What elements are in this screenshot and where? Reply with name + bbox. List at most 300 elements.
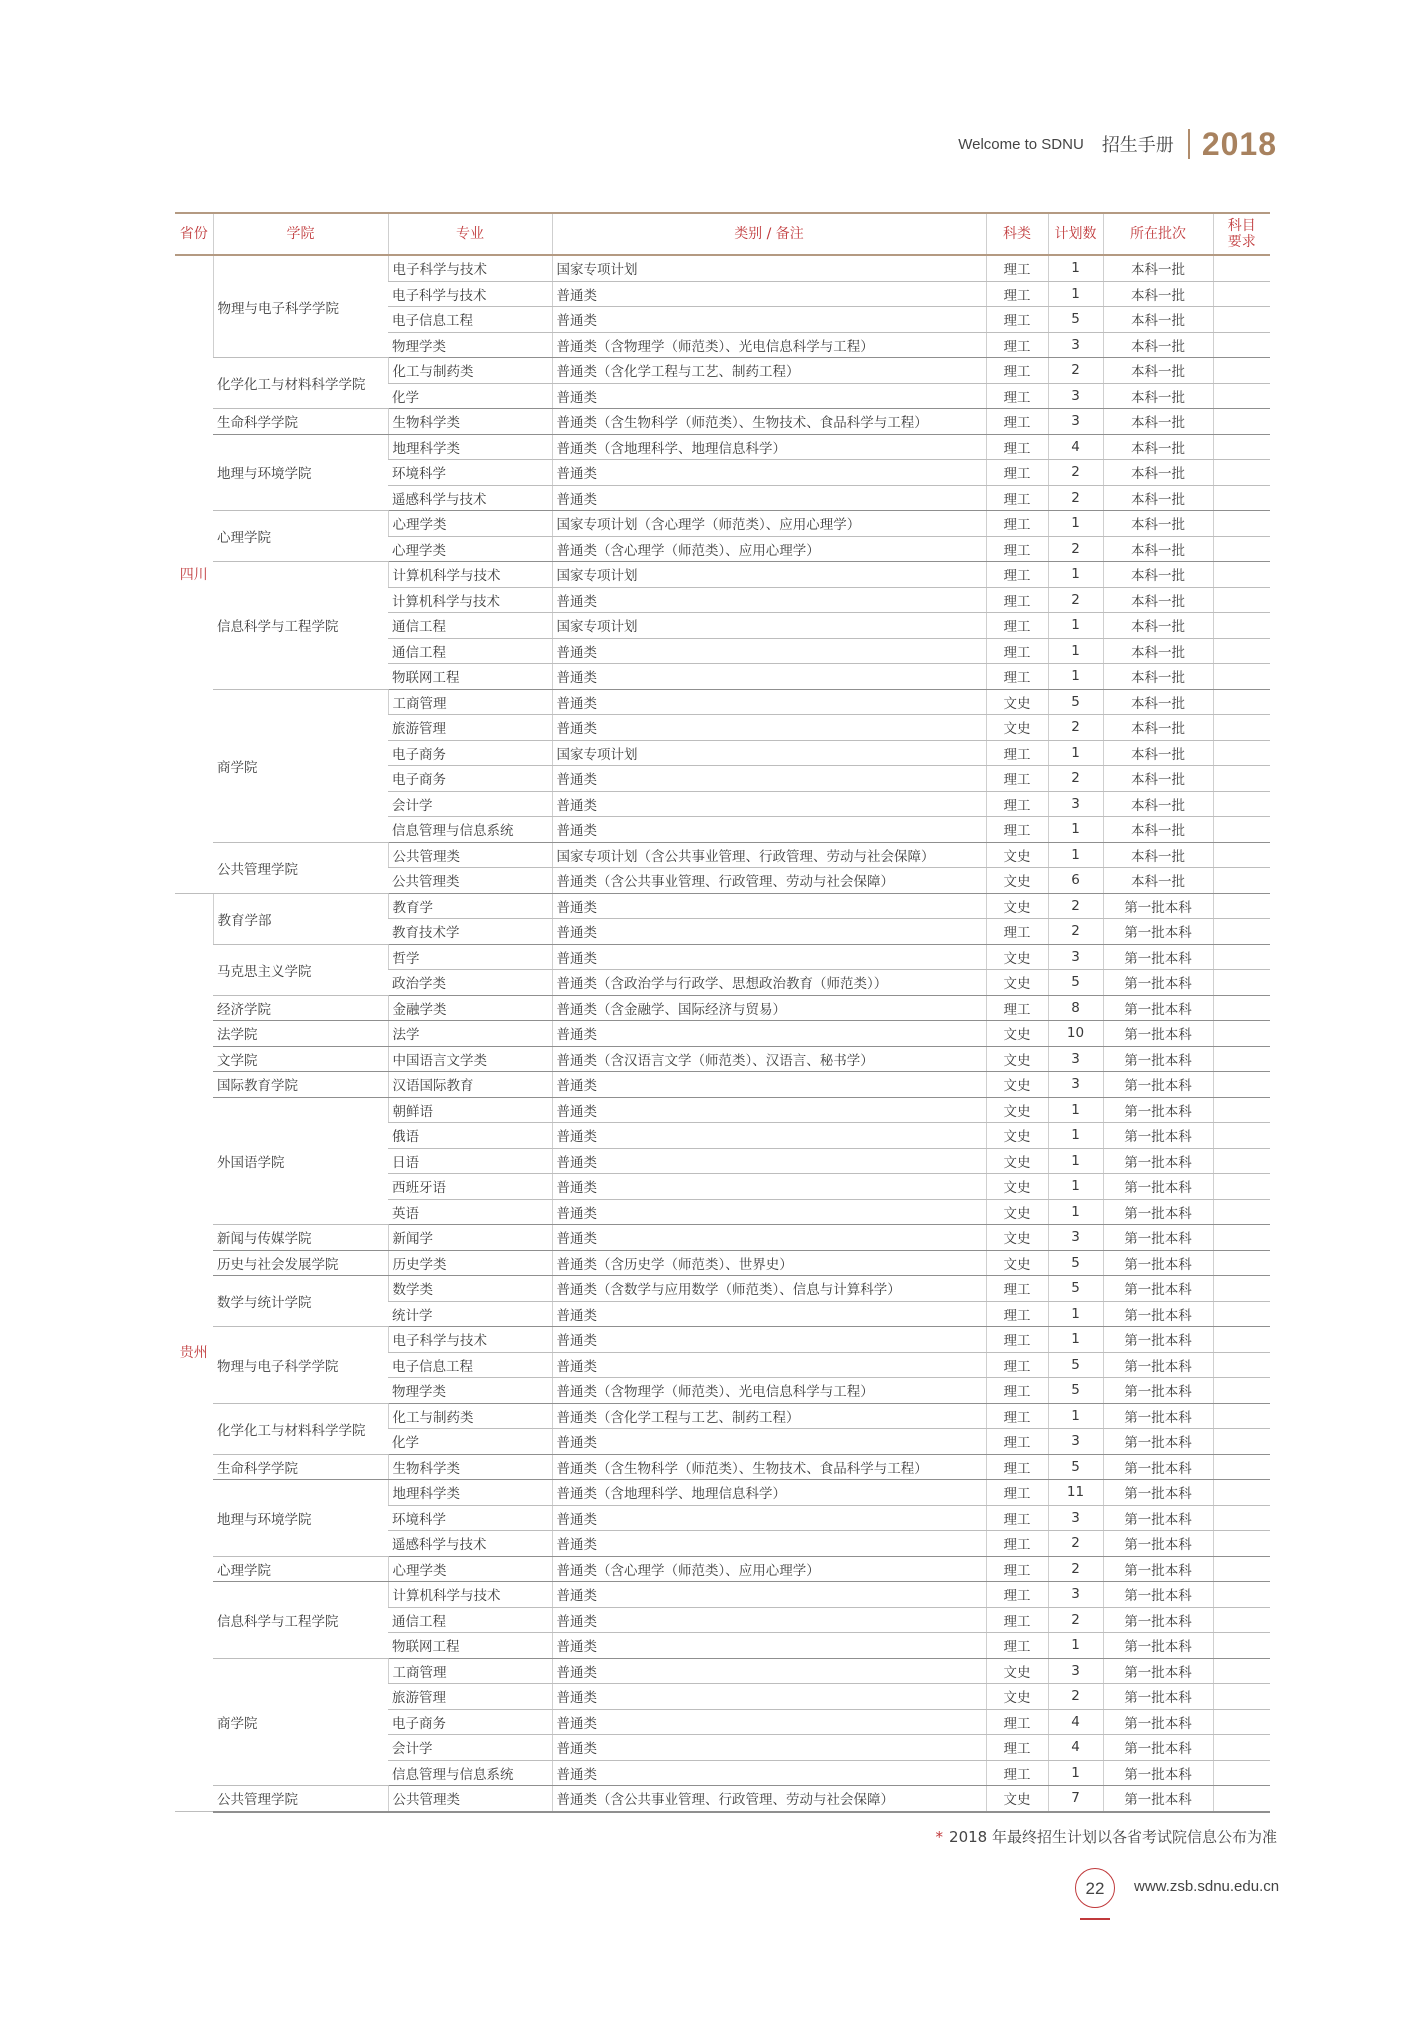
table-row	[175, 893, 1270, 919]
col-header-subject-req-text: 科目 要求	[1227, 218, 1256, 250]
subject-type-cell: 文史	[986, 1658, 1048, 1684]
col-header-province: 省份	[175, 213, 213, 255]
col-header-batch: 所在批次	[1103, 213, 1213, 255]
major-cell: 公共管理类	[388, 1786, 552, 1812]
plan-count-cell: 5	[1048, 970, 1103, 996]
plan-count-cell: 11	[1048, 1480, 1103, 1506]
table-row	[175, 255, 1270, 281]
admission-plan-table	[175, 212, 1270, 1813]
subject-type-cell: 文史	[986, 970, 1048, 996]
college-cell: 商学院	[213, 1658, 388, 1786]
major-cell: 工商管理	[388, 689, 552, 715]
major-cell: 教育学	[388, 893, 552, 919]
batch-cell: 第一批本科	[1103, 1352, 1213, 1378]
subject-req-cell	[1213, 715, 1270, 741]
subject-req-cell	[1213, 817, 1270, 843]
batch-cell: 本科一批	[1103, 536, 1213, 562]
college-cell: 历史与社会发展学院	[213, 1250, 388, 1276]
major-cell: 公共管理类	[388, 842, 552, 868]
major-cell: 心理学类	[388, 536, 552, 562]
batch-cell: 第一批本科	[1103, 1454, 1213, 1480]
province-cell: 贵州	[175, 893, 213, 1812]
category-cell: 普通类	[552, 1709, 986, 1735]
college-cell: 生命科学学院	[213, 409, 388, 435]
batch-cell: 第一批本科	[1103, 1123, 1213, 1149]
plan-count-cell: 3	[1048, 1225, 1103, 1251]
plan-count-cell: 1	[1048, 1633, 1103, 1659]
major-cell: 计算机科学与技术	[388, 587, 552, 613]
subject-req-cell	[1213, 1199, 1270, 1225]
plan-count-cell: 3	[1048, 1046, 1103, 1072]
major-cell: 汉语国际教育	[388, 1072, 552, 1098]
subject-type-cell: 理工	[986, 587, 1048, 613]
major-cell: 电子科学与技术	[388, 281, 552, 307]
table-row	[175, 1327, 1270, 1353]
subject-type-cell: 文史	[986, 1072, 1048, 1098]
plan-count-cell: 1	[1048, 1760, 1103, 1786]
plan-count-cell: 1	[1048, 1123, 1103, 1149]
batch-cell: 第一批本科	[1103, 1633, 1213, 1659]
major-cell: 地理科学类	[388, 1480, 552, 1506]
major-cell: 数学类	[388, 1276, 552, 1302]
subject-req-cell	[1213, 1097, 1270, 1123]
footnote	[936, 1826, 1277, 1847]
col-header-major: 专业	[388, 213, 552, 255]
major-cell: 遥感科学与技术	[388, 485, 552, 511]
major-cell: 环境科学	[388, 1505, 552, 1531]
college-cell: 信息科学与工程学院	[213, 1582, 388, 1659]
category-cell: 普通类（含心理学（师范类）、应用心理学）	[552, 1556, 986, 1582]
subject-type-cell: 文史	[986, 1786, 1048, 1812]
batch-cell: 本科一批	[1103, 358, 1213, 384]
category-cell: 普通类（含公共事业管理、行政管理、劳动与社会保障）	[552, 868, 986, 894]
category-cell: 普通类	[552, 1174, 986, 1200]
category-cell: 普通类	[552, 1301, 986, 1327]
category-cell: 国家专项计划	[552, 740, 986, 766]
subject-type-cell: 理工	[986, 1378, 1048, 1404]
category-cell: 普通类	[552, 1097, 986, 1123]
batch-cell: 本科一批	[1103, 689, 1213, 715]
subject-type-cell: 文史	[986, 944, 1048, 970]
subject-type-cell: 文史	[986, 868, 1048, 894]
college-cell: 物理与电子科学学院	[213, 255, 388, 358]
batch-cell: 本科一批	[1103, 562, 1213, 588]
batch-cell: 本科一批	[1103, 868, 1213, 894]
batch-cell: 第一批本科	[1103, 1531, 1213, 1557]
table-row	[175, 1021, 1270, 1047]
plan-count-cell: 5	[1048, 689, 1103, 715]
table-row	[175, 1454, 1270, 1480]
subject-req-cell	[1213, 638, 1270, 664]
major-cell: 遥感科学与技术	[388, 1531, 552, 1557]
batch-cell: 本科一批	[1103, 740, 1213, 766]
major-cell: 西班牙语	[388, 1174, 552, 1200]
category-cell: 普通类	[552, 587, 986, 613]
table-row	[175, 1046, 1270, 1072]
category-cell: 国家专项计划	[552, 613, 986, 639]
subject-req-cell	[1213, 970, 1270, 996]
batch-cell: 第一批本科	[1103, 1250, 1213, 1276]
college-cell: 商学院	[213, 689, 388, 842]
subject-type-cell: 理工	[986, 562, 1048, 588]
major-cell: 化学	[388, 1429, 552, 1455]
subject-req-cell	[1213, 791, 1270, 817]
category-cell: 普通类	[552, 893, 986, 919]
batch-cell: 第一批本科	[1103, 1607, 1213, 1633]
category-cell: 普通类	[552, 1658, 986, 1684]
batch-cell: 本科一批	[1103, 383, 1213, 409]
col-header-college: 学院	[213, 213, 388, 255]
major-cell: 化工与制药类	[388, 1403, 552, 1429]
header-divider	[1188, 129, 1190, 159]
category-cell: 普通类	[552, 1225, 986, 1251]
subject-req-cell	[1213, 587, 1270, 613]
plan-count-cell: 2	[1048, 1607, 1103, 1633]
subject-req-cell	[1213, 562, 1270, 588]
major-cell: 生物科学类	[388, 1454, 552, 1480]
major-cell: 哲学	[388, 944, 552, 970]
plan-count-cell: 2	[1048, 893, 1103, 919]
batch-cell: 本科一批	[1103, 766, 1213, 792]
category-cell: 普通类	[552, 1123, 986, 1149]
plan-count-cell: 1	[1048, 1327, 1103, 1353]
plan-count-cell: 4	[1048, 434, 1103, 460]
major-cell: 物联网工程	[388, 664, 552, 690]
subject-type-cell: 文史	[986, 715, 1048, 741]
footnote-star: *	[935, 1828, 944, 1846]
major-cell: 化学	[388, 383, 552, 409]
category-cell: 国家专项计划	[552, 562, 986, 588]
batch-cell: 第一批本科	[1103, 1429, 1213, 1455]
major-cell: 物联网工程	[388, 1633, 552, 1659]
subject-req-cell	[1213, 1658, 1270, 1684]
college-cell: 经济学院	[213, 995, 388, 1021]
plan-count-cell: 1	[1048, 1199, 1103, 1225]
col-header-subject-req	[1213, 213, 1270, 255]
subject-req-cell	[1213, 1123, 1270, 1149]
major-cell: 环境科学	[388, 460, 552, 486]
category-cell: 普通类	[552, 817, 986, 843]
plan-count-cell: 4	[1048, 1709, 1103, 1735]
subject-req-cell	[1213, 1556, 1270, 1582]
batch-cell: 第一批本科	[1103, 1403, 1213, 1429]
major-cell: 电子科学与技术	[388, 255, 552, 281]
plan-count-cell: 5	[1048, 1276, 1103, 1302]
batch-cell: 本科一批	[1103, 791, 1213, 817]
major-cell: 日语	[388, 1148, 552, 1174]
major-cell: 电子商务	[388, 766, 552, 792]
major-cell: 中国语言文学类	[388, 1046, 552, 1072]
category-cell: 普通类	[552, 1352, 986, 1378]
category-cell: 普通类（含物理学（师范类）、光电信息科学与工程）	[552, 332, 986, 358]
plan-count-cell: 10	[1048, 1021, 1103, 1047]
plan-count-cell: 3	[1048, 1429, 1103, 1455]
subject-req-cell	[1213, 1607, 1270, 1633]
subject-req-cell	[1213, 740, 1270, 766]
batch-cell: 第一批本科	[1103, 1046, 1213, 1072]
subject-req-cell	[1213, 1582, 1270, 1608]
college-cell: 国际教育学院	[213, 1072, 388, 1098]
batch-cell: 第一批本科	[1103, 1735, 1213, 1761]
category-cell: 普通类	[552, 1505, 986, 1531]
col-header-subject-type: 科类	[986, 213, 1048, 255]
category-cell: 普通类	[552, 919, 986, 945]
batch-cell: 本科一批	[1103, 715, 1213, 741]
table-row	[175, 562, 1270, 588]
subject-type-cell: 理工	[986, 1403, 1048, 1429]
subject-type-cell: 理工	[986, 511, 1048, 537]
major-cell: 心理学类	[388, 511, 552, 537]
subject-req-cell	[1213, 664, 1270, 690]
category-cell: 普通类	[552, 1072, 986, 1098]
plan-count-cell: 3	[1048, 1582, 1103, 1608]
header-title: 招生手册	[1101, 135, 1174, 156]
major-cell: 信息管理与信息系统	[388, 1760, 552, 1786]
category-cell: 普通类	[552, 791, 986, 817]
subject-type-cell: 理工	[986, 1735, 1048, 1761]
plan-count-cell: 2	[1048, 1531, 1103, 1557]
table-row	[175, 434, 1270, 460]
subject-req-cell	[1213, 1301, 1270, 1327]
footnote-text: 2018 年最终招生计划以各省考试院信息公布为准	[949, 1828, 1277, 1846]
table-row	[175, 1403, 1270, 1429]
subject-req-cell	[1213, 460, 1270, 486]
major-cell: 计算机科学与技术	[388, 562, 552, 588]
major-cell: 化工与制药类	[388, 358, 552, 384]
batch-cell: 本科一批	[1103, 842, 1213, 868]
category-cell: 普通类	[552, 1429, 986, 1455]
subject-req-cell	[1213, 1072, 1270, 1098]
category-cell: 普通类	[552, 689, 986, 715]
plan-count-cell: 3	[1048, 383, 1103, 409]
subject-type-cell: 文史	[986, 689, 1048, 715]
plan-count-cell: 1	[1048, 1403, 1103, 1429]
category-cell: 普通类（含生物科学（师范类）、生物技术、食品科学与工程）	[552, 1454, 986, 1480]
category-cell: 普通类	[552, 1148, 986, 1174]
major-cell: 旅游管理	[388, 715, 552, 741]
category-cell: 普通类（含心理学（师范类）、应用心理学）	[552, 536, 986, 562]
category-cell: 普通类	[552, 766, 986, 792]
subject-type-cell: 理工	[986, 536, 1048, 562]
subject-type-cell: 理工	[986, 1531, 1048, 1557]
category-cell: 普通类	[552, 715, 986, 741]
batch-cell: 第一批本科	[1103, 1097, 1213, 1123]
subject-req-cell	[1213, 1454, 1270, 1480]
college-cell: 地理与环境学院	[213, 434, 388, 511]
subject-req-cell	[1213, 1480, 1270, 1506]
category-cell: 普通类	[552, 281, 986, 307]
category-cell: 普通类	[552, 944, 986, 970]
subject-req-cell	[1213, 1148, 1270, 1174]
subject-type-cell: 理工	[986, 1429, 1048, 1455]
subject-type-cell: 文史	[986, 1046, 1048, 1072]
major-cell: 计算机科学与技术	[388, 1582, 552, 1608]
major-cell: 电子商务	[388, 1709, 552, 1735]
plan-count-cell: 3	[1048, 1072, 1103, 1098]
batch-cell: 本科一批	[1103, 664, 1213, 690]
batch-cell: 本科一批	[1103, 307, 1213, 333]
subject-req-cell	[1213, 766, 1270, 792]
subject-req-cell	[1213, 485, 1270, 511]
major-cell: 政治学类	[388, 970, 552, 996]
batch-cell: 第一批本科	[1103, 1658, 1213, 1684]
batch-cell: 本科一批	[1103, 332, 1213, 358]
category-cell: 普通类（含金融学、国际经济与贸易）	[552, 995, 986, 1021]
subject-type-cell: 理工	[986, 1607, 1048, 1633]
major-cell: 法学	[388, 1021, 552, 1047]
subject-req-cell	[1213, 1250, 1270, 1276]
subject-type-cell: 理工	[986, 332, 1048, 358]
subject-req-cell	[1213, 1046, 1270, 1072]
batch-cell: 本科一批	[1103, 409, 1213, 435]
subject-req-cell	[1213, 1276, 1270, 1302]
subject-req-cell	[1213, 1174, 1270, 1200]
plan-count-cell: 5	[1048, 1454, 1103, 1480]
major-cell: 朝鲜语	[388, 1097, 552, 1123]
batch-cell: 本科一批	[1103, 613, 1213, 639]
subject-req-cell	[1213, 689, 1270, 715]
major-cell: 电子信息工程	[388, 1352, 552, 1378]
plan-count-cell: 1	[1048, 511, 1103, 537]
plan-count-cell: 1	[1048, 281, 1103, 307]
category-cell: 国家专项计划（含心理学（师范类）、应用心理学）	[552, 511, 986, 537]
college-cell: 地理与环境学院	[213, 1480, 388, 1557]
batch-cell: 第一批本科	[1103, 1225, 1213, 1251]
plan-count-cell: 3	[1048, 332, 1103, 358]
plan-count-cell: 4	[1048, 1735, 1103, 1761]
category-cell: 普通类（含汉语言文学（师范类）、汉语言、秘书学）	[552, 1046, 986, 1072]
plan-count-cell: 1	[1048, 1301, 1103, 1327]
major-cell: 俄语	[388, 1123, 552, 1149]
batch-cell: 第一批本科	[1103, 1709, 1213, 1735]
category-cell: 普通类	[552, 1633, 986, 1659]
category-cell: 普通类	[552, 1760, 986, 1786]
plan-count-cell: 3	[1048, 1658, 1103, 1684]
batch-cell: 本科一批	[1103, 638, 1213, 664]
col-header-plan-count: 计划数	[1048, 213, 1103, 255]
category-cell: 国家专项计划（含公共事业管理、行政管理、劳动与社会保障）	[552, 842, 986, 868]
plan-count-cell: 2	[1048, 1556, 1103, 1582]
subject-req-cell	[1213, 1225, 1270, 1251]
table-row	[175, 944, 1270, 970]
subject-req-cell	[1213, 1684, 1270, 1710]
major-cell: 金融学类	[388, 995, 552, 1021]
table-row	[175, 409, 1270, 435]
table-row	[175, 1097, 1270, 1123]
subject-type-cell: 理工	[986, 817, 1048, 843]
batch-cell: 本科一批	[1103, 587, 1213, 613]
category-cell: 国家专项计划	[552, 255, 986, 281]
college-cell: 数学与统计学院	[213, 1276, 388, 1327]
major-cell: 旅游管理	[388, 1684, 552, 1710]
subject-type-cell: 理工	[986, 919, 1048, 945]
subject-type-cell: 理工	[986, 255, 1048, 281]
batch-cell: 本科一批	[1103, 511, 1213, 537]
subject-type-cell: 文史	[986, 1021, 1048, 1047]
subject-type-cell: 理工	[986, 740, 1048, 766]
college-cell: 物理与电子科学学院	[213, 1327, 388, 1404]
subject-req-cell	[1213, 1709, 1270, 1735]
table-row	[175, 842, 1270, 868]
major-cell: 电子科学与技术	[388, 1327, 552, 1353]
batch-cell: 第一批本科	[1103, 1378, 1213, 1404]
subject-type-cell: 文史	[986, 1123, 1048, 1149]
subject-type-cell: 理工	[986, 1760, 1048, 1786]
subject-type-cell: 理工	[986, 1327, 1048, 1353]
college-cell: 公共管理学院	[213, 1786, 388, 1812]
subject-type-cell: 文史	[986, 1684, 1048, 1710]
batch-cell: 第一批本科	[1103, 1301, 1213, 1327]
plan-count-cell: 1	[1048, 255, 1103, 281]
website-url: www.zsb.sdnu.edu.cn	[1134, 1878, 1280, 1895]
subject-req-cell	[1213, 613, 1270, 639]
subject-type-cell: 文史	[986, 1148, 1048, 1174]
subject-req-cell	[1213, 944, 1270, 970]
college-cell: 外国语学院	[213, 1097, 388, 1225]
plan-count-cell: 8	[1048, 995, 1103, 1021]
plan-count-cell: 2	[1048, 919, 1103, 945]
plan-count-cell: 1	[1048, 740, 1103, 766]
province-cell: 四川	[175, 255, 213, 893]
subject-type-cell: 文史	[986, 1174, 1048, 1200]
major-cell: 物理学类	[388, 1378, 552, 1404]
plan-count-cell: 1	[1048, 562, 1103, 588]
category-cell: 普通类	[552, 1199, 986, 1225]
subject-type-cell: 文史	[986, 1225, 1048, 1251]
subject-type-cell: 理工	[986, 383, 1048, 409]
batch-cell: 第一批本科	[1103, 970, 1213, 996]
category-cell: 普通类（含地理科学、地理信息科学）	[552, 434, 986, 460]
subject-req-cell	[1213, 281, 1270, 307]
category-cell: 普通类	[552, 638, 986, 664]
header-english: Welcome to SDNU	[958, 135, 1084, 153]
category-cell: 普通类	[552, 1582, 986, 1608]
college-cell: 法学院	[213, 1021, 388, 1047]
plan-count-cell: 1	[1048, 664, 1103, 690]
plan-count-cell: 3	[1048, 1505, 1103, 1531]
table-row	[175, 689, 1270, 715]
batch-cell: 第一批本科	[1103, 995, 1213, 1021]
plan-count-cell: 2	[1048, 358, 1103, 384]
category-cell: 普通类	[552, 1531, 986, 1557]
plan-count-cell: 3	[1048, 944, 1103, 970]
category-cell: 普通类	[552, 460, 986, 486]
subject-type-cell: 理工	[986, 460, 1048, 486]
category-cell: 普通类	[552, 1607, 986, 1633]
table-body	[175, 255, 1270, 1812]
plan-count-cell: 3	[1048, 409, 1103, 435]
plan-count-cell: 2	[1048, 460, 1103, 486]
batch-cell: 第一批本科	[1103, 1556, 1213, 1582]
page-number: 22	[1075, 1868, 1115, 1908]
major-cell: 英语	[388, 1199, 552, 1225]
college-cell: 马克思主义学院	[213, 944, 388, 995]
batch-cell: 本科一批	[1103, 255, 1213, 281]
subject-type-cell: 文史	[986, 1097, 1048, 1123]
plan-count-cell: 5	[1048, 1378, 1103, 1404]
subject-req-cell	[1213, 1352, 1270, 1378]
batch-cell: 第一批本科	[1103, 1072, 1213, 1098]
table-header-row	[175, 213, 1270, 255]
batch-cell: 第一批本科	[1103, 1480, 1213, 1506]
college-cell: 教育学部	[213, 893, 388, 944]
subject-type-cell: 理工	[986, 1633, 1048, 1659]
plan-count-cell: 6	[1048, 868, 1103, 894]
subject-type-cell: 理工	[986, 1352, 1048, 1378]
category-cell: 普通类	[552, 664, 986, 690]
subject-req-cell	[1213, 893, 1270, 919]
college-cell: 公共管理学院	[213, 842, 388, 893]
